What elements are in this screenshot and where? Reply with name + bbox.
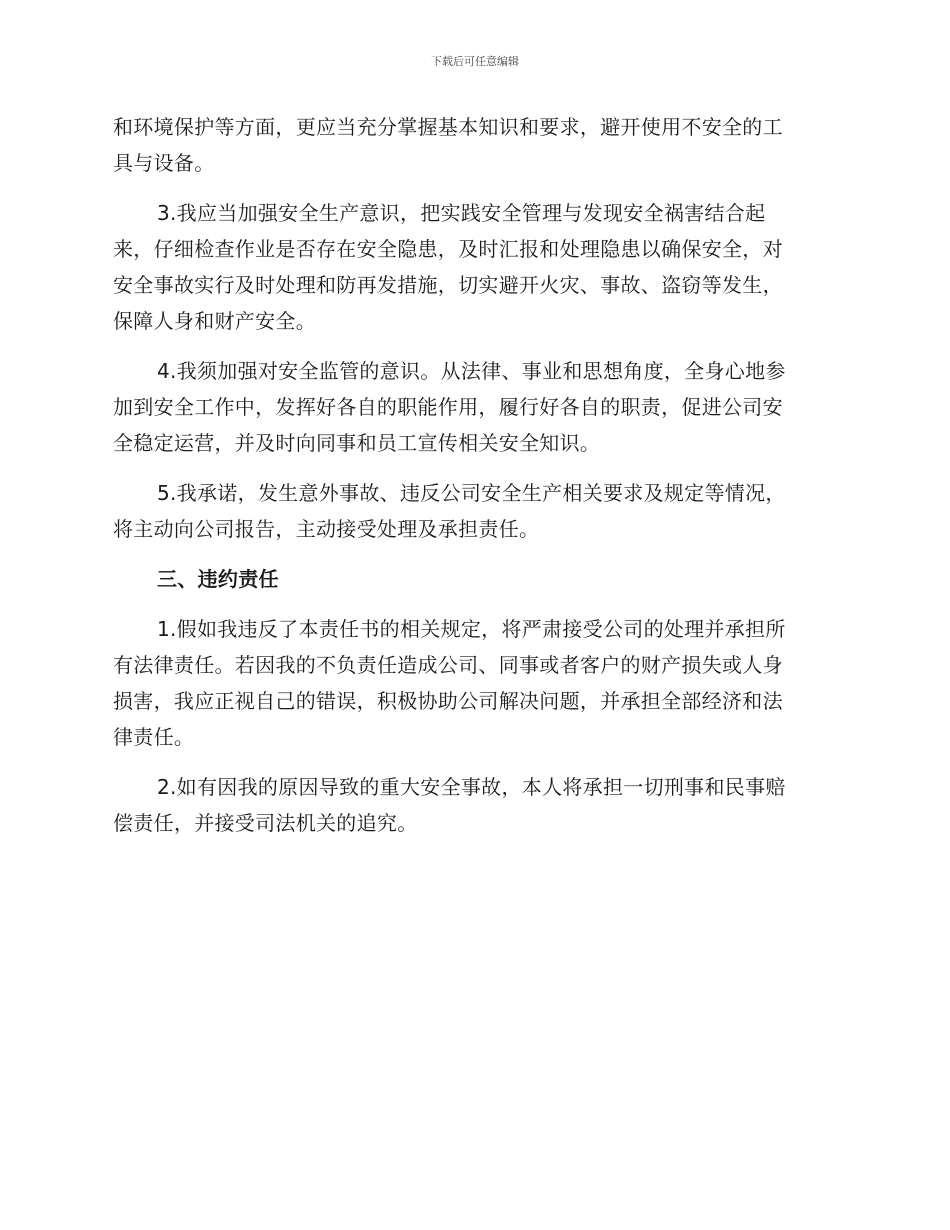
paragraph-item-3 [113,195,837,339]
text-line: 2.如有因我的原因导致的重大安全事故，本人将承担一切刑事和民事赔 [157,775,786,799]
text-line: 1.假如我违反了本责任书的相关规定，将严肃接受公司的处理并承担所 [157,617,786,641]
section-heading [113,561,837,597]
text-line: 损害，我应正视自己的错误，积极协助公司解决问题，并承担全部经济和法 [113,689,783,713]
text-line: 3.我应当加强安全生产意识，把实践安全管理与发现安全祸害结合起 [157,201,766,225]
paragraph-continued [113,109,837,181]
text-line: 来，仔细检查作业是否存在安全隐患，及时汇报和处理隐患以确保安全，对 [113,237,783,261]
text-line: 安全事故实行及时处理和防再发措施，切实避开火灾、事故、盗窃等发生， [113,273,783,297]
text-line: 保障人身和财产安全。 [113,309,316,333]
document-body [113,109,837,855]
text-line: 和环境保护等方面，更应当充分掌握基本知识和要求，避开使用不安全的工 [113,115,783,139]
page-header: 下载后可任意编辑 [431,55,519,68]
text-line: 全稳定运营，并及时向同事和员工宣传相关安全知识。 [113,431,601,455]
text-line: 具与设备。 [113,151,215,175]
text-line: 有法律责任。若因我的不负责任造成公司、同事或者客户的财产损失或人身 [113,653,783,677]
text-line: 律责任。 [113,725,195,749]
text-line: 4.我须加强对安全监管的意识。从法律、事业和思想角度，全身心地参 [157,359,786,383]
paragraph-item-5 [113,475,837,547]
paragraph-liability-1 [113,611,837,755]
text-line: 将主动向公司报告，主动接受处理及承担责任。 [113,517,540,541]
paragraph-liability-2 [113,769,837,841]
paragraph-item-4 [113,353,837,461]
text-line: 加到安全工作中，发挥好各自的职能作用，履行好各自的职责，促进公司安 [113,395,783,419]
section-heading-text: 三、违约责任 [157,567,279,591]
text-line: 5.我承诺，发生意外事故、违反公司安全生产相关要求及规定等情况， [157,481,786,505]
text-line: 偿责任，并接受司法机关的追究。 [113,811,418,835]
